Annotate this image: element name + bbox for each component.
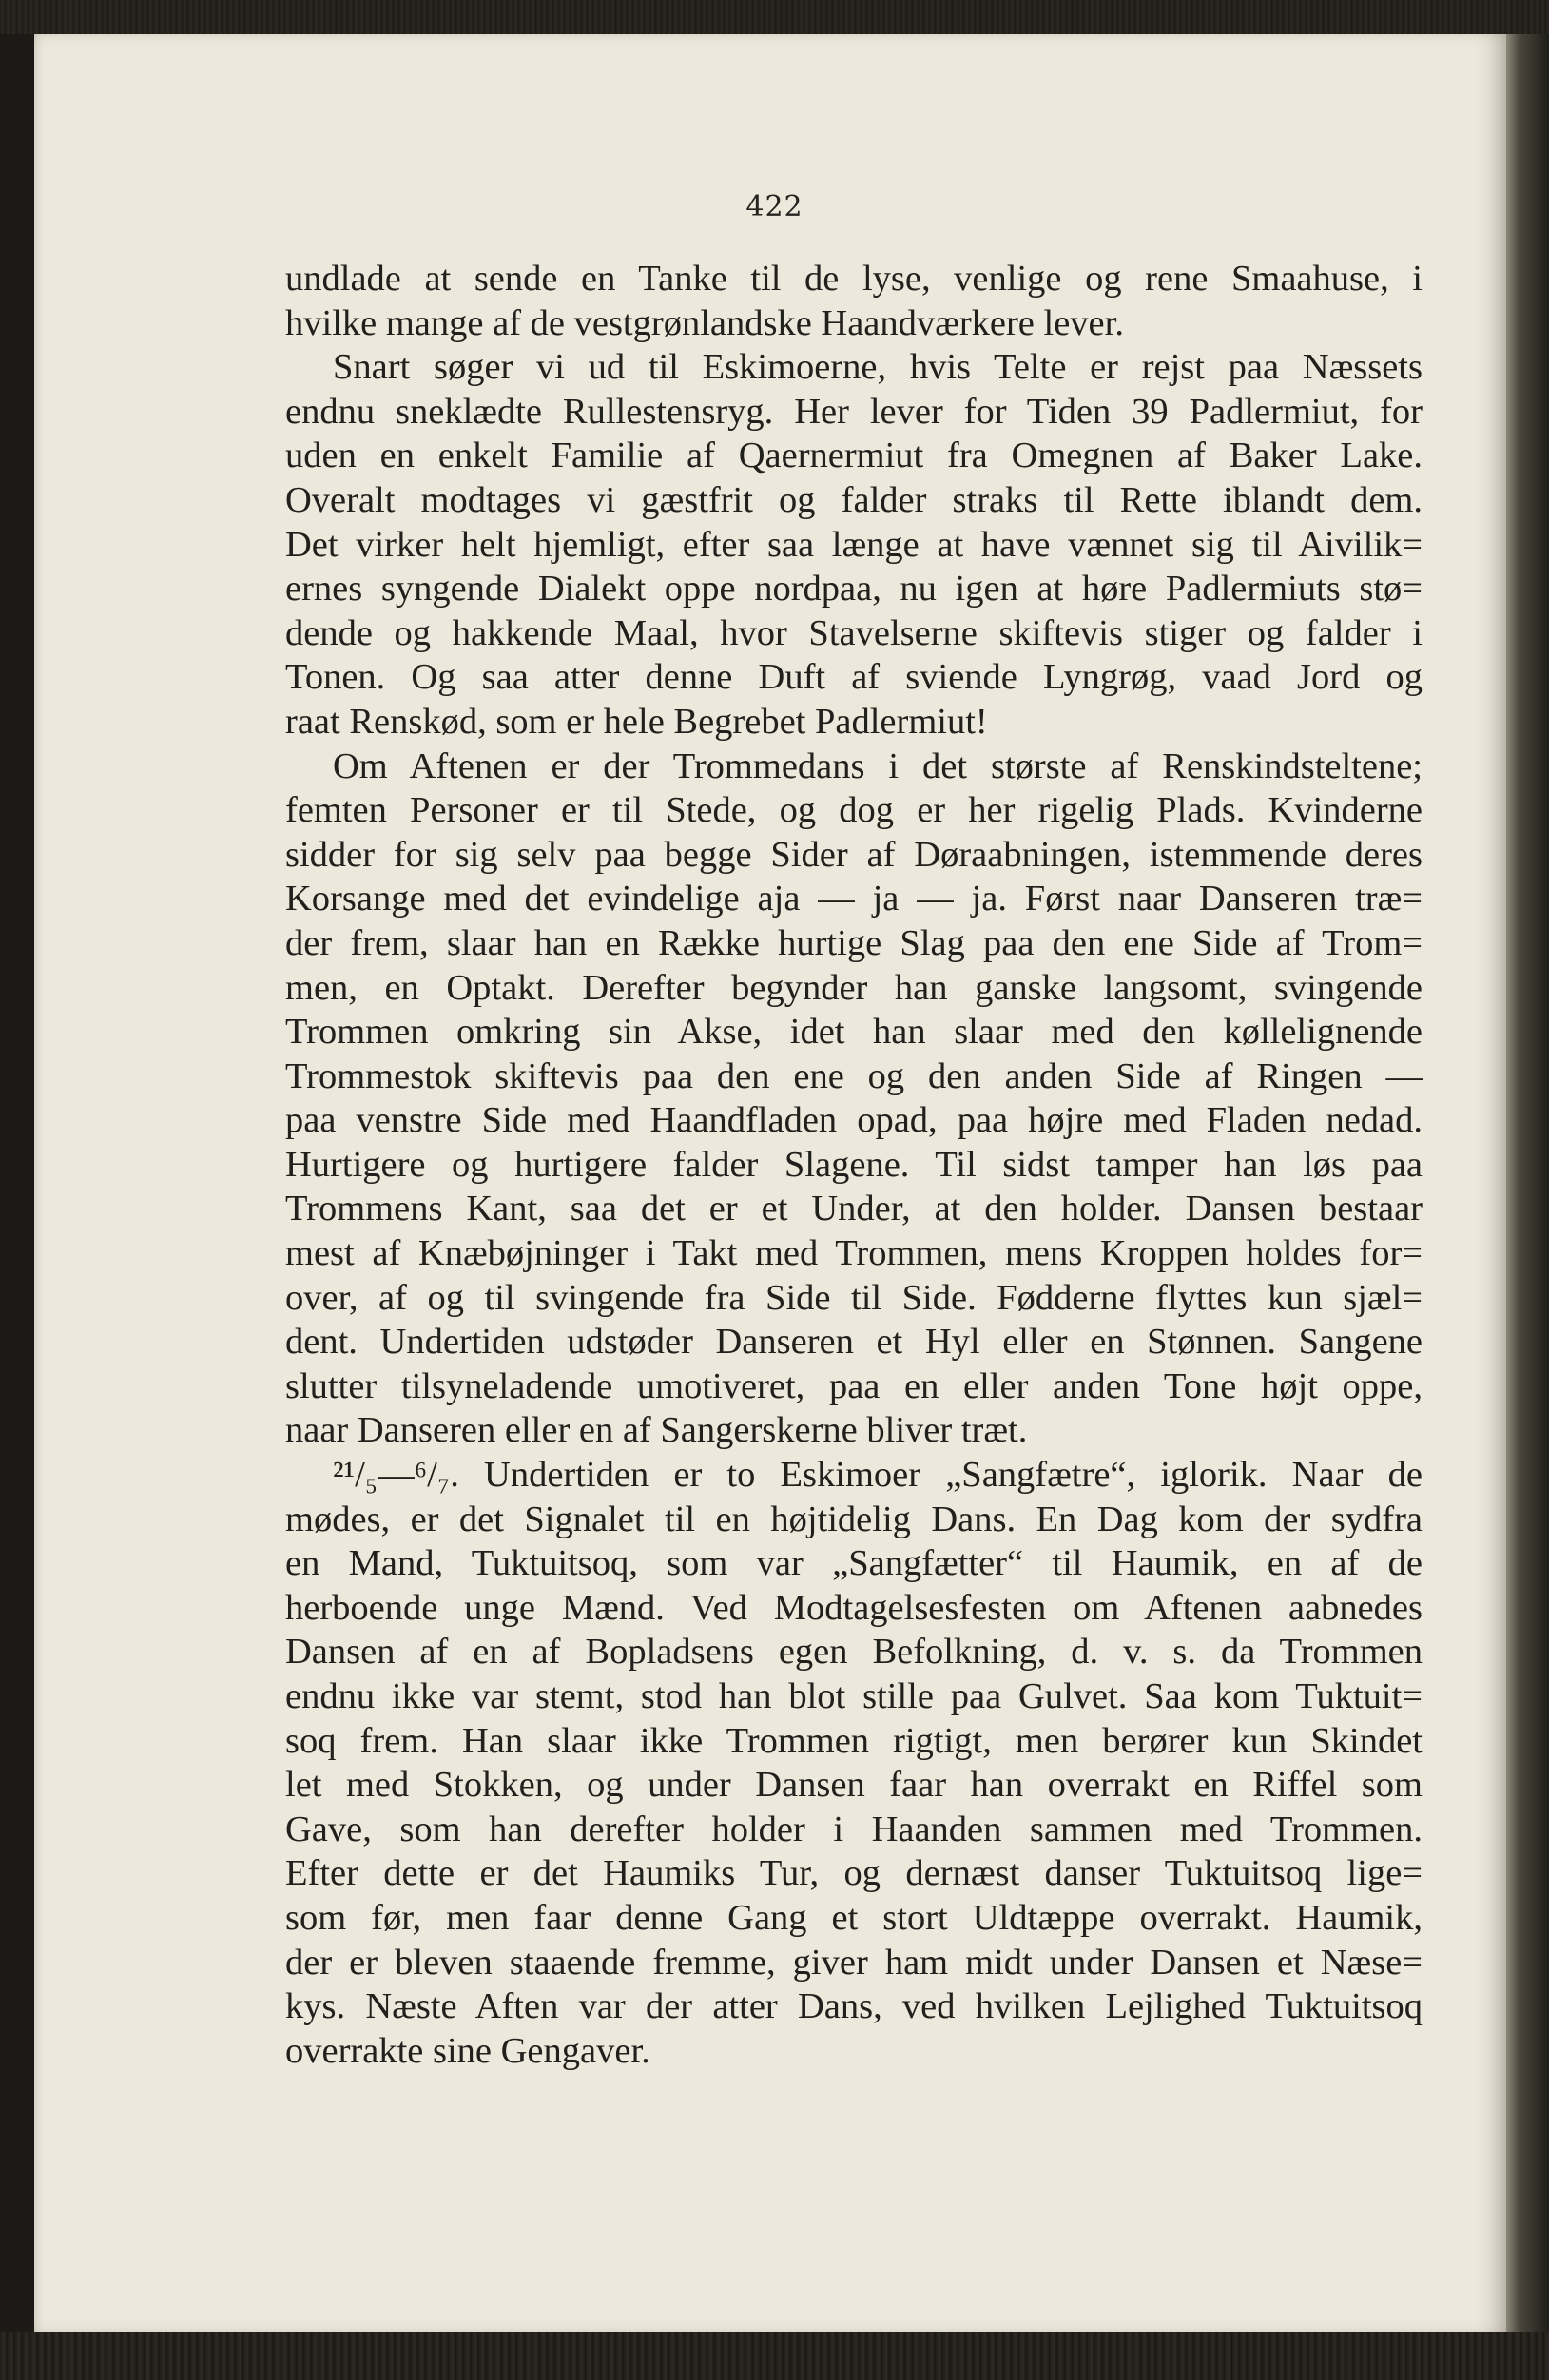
paragraph [285, 1453, 1423, 2073]
text-line: paa venstre Side med Haandfladen opad, paa højre med Fladen nedad. [285, 1100, 1423, 1141]
text-line: endnu ikke var stemt, stod han blot stille paa Gulvet. Saa kom Tuktuit= [285, 1676, 1423, 1716]
text-line: slutter tilsyneladende umotiveret, paa en eller anden Tone højt oppe, [285, 1365, 1423, 1406]
text-line: over, af og til svingende fra Side til Side. Fødderne flyttes kun sjæl= [285, 1277, 1423, 1318]
text-line: soq frem. Han slaar ikke Trommen rigtigt, men berører kun Skindet [285, 1720, 1423, 1761]
paragraph [285, 345, 1423, 744]
text-line: Trommen omkring sin Akse, idet han slaar med den køllelignende [285, 1012, 1423, 1053]
page-binding-edge [1506, 34, 1549, 2332]
text-line: dent. Undertiden udstøder Danseren et Hyl eller en Stønnen. Sangene [285, 1322, 1423, 1363]
text-line: Trommens Kant, saa det er et Under, at den holder. Dansen bestaar [285, 1189, 1423, 1229]
text-line: Snart søger vi ud til Eskimoerne, hvis Telte er rejst paa Næssets [333, 347, 1423, 388]
text-line: uden en enkelt Familie af Qaernermiut fra Omegnen af Baker Lake. [285, 435, 1423, 476]
text-line: Efter dette er det Haumiks Tur, og dernæst danser Tuktuitsoq lige= [285, 1853, 1423, 1894]
paragraph [285, 745, 1423, 1454]
text-line: Korsange med det evindelige aja — ja — ja. Først naar Danseren træ= [285, 879, 1423, 919]
text-line: der frem, slaar han en Række hurtige Slag paa den ene Side af Trom= [285, 922, 1423, 963]
text-line: ²¹/₅—⁶/₇. Undertiden er to Eskimoer „Sangfætre“, iglorik. Naar de [333, 1455, 1423, 1496]
paragraph [285, 257, 1423, 345]
text-line: men, en Optakt. Derefter begynder han ganske langsomt, svingende [285, 967, 1423, 1008]
text-line: kys. Næste Aften var der atter Dans, ved hvilken Lejlighed Tuktuitsoq [285, 1986, 1423, 2027]
text-line: som før, men faar denne Gang et stort Uldtæppe overrakt. Haumik, [285, 1897, 1423, 1938]
text-line: Trommestok skiftevis paa den ene og den anden Side af Ringen — [285, 1055, 1423, 1096]
scan-top-border [0, 0, 1549, 34]
text-line: sidder for sig selv paa begge Sider af Døraabningen, istemmende deres [285, 834, 1423, 875]
text-line: hvilke mange af de vestgrønlandske Haandværkere lever. [285, 302, 1124, 343]
text-line: Hurtigere og hurtigere falder Slagene. Til sidst tamper han løs paa [285, 1144, 1423, 1185]
text-line: raat Renskød, som er hele Begrebet Padlermiut! [285, 701, 988, 742]
text-line: Gave, som han derefter holder i Haanden sammen med Trommen. [285, 1809, 1423, 1849]
text-line: naar Danseren eller en af Sangerskerne bliver træt. [285, 1410, 1028, 1451]
scan-bottom-border [0, 2332, 1549, 2380]
text-line: Om Aftenen er der Trommedans i det største af Renskindsteltene; [333, 745, 1423, 786]
text-line: Tonen. Og saa atter denne Duft af sviende Lyngrøg, vaad Jord og [285, 657, 1423, 698]
page-number: 422 [745, 190, 804, 223]
text-line: der er bleven staaende fremme, giver ham midt under Dansen et Næse= [285, 1942, 1423, 1983]
text-line: Overalt modtages vi gæstfrit og falder straks til Rette iblandt dem. [285, 479, 1423, 520]
text-line: endnu sneklædte Rullestensryg. Her lever for Tiden 39 Padlermiut, for [285, 391, 1423, 432]
text-line: mest af Knæbøjninger i Takt med Trommen, mens Kroppen holdes for= [285, 1233, 1423, 1274]
body-text [285, 257, 1423, 2073]
text-line: undlade at sende en Tanke til de lyse, venlige og rene Smaahuse, i [285, 259, 1423, 299]
text-line: mødes, er det Signalet til en højtidelig Dans. En Dag kom der sydfra [285, 1499, 1423, 1539]
text-line: femten Personer er til Stede, og dog er her rigelig Plads. Kvinderne [285, 790, 1423, 831]
text-line: Dansen af en af Bopladsens egen Befolkning, d. v. s. da Trommen [285, 1632, 1423, 1673]
text-line: ernes syngende Dialekt oppe nordpaa, nu igen at høre Padlermiuts stø= [285, 569, 1423, 610]
text-line: dende og hakkende Maal, hvor Stavelserne skiftevis stiger og falder i [285, 612, 1423, 653]
text-line: overrakte sine Gengaver. [285, 2030, 650, 2071]
text-line: herboende unge Mænd. Ved Modtagelsesfesten om Aftenen aabnedes [285, 1587, 1423, 1628]
text-line: Det virker helt hjemligt, efter saa længe at have vænnet sig til Aivilik= [285, 524, 1423, 565]
text-line: let med Stokken, og under Dansen faar han overrakt en Riffel som [285, 1765, 1423, 1806]
text-line: en Mand, Tuktuitsoq, som var „Sangfætter“ til Haumik, en af de [285, 1543, 1423, 1584]
